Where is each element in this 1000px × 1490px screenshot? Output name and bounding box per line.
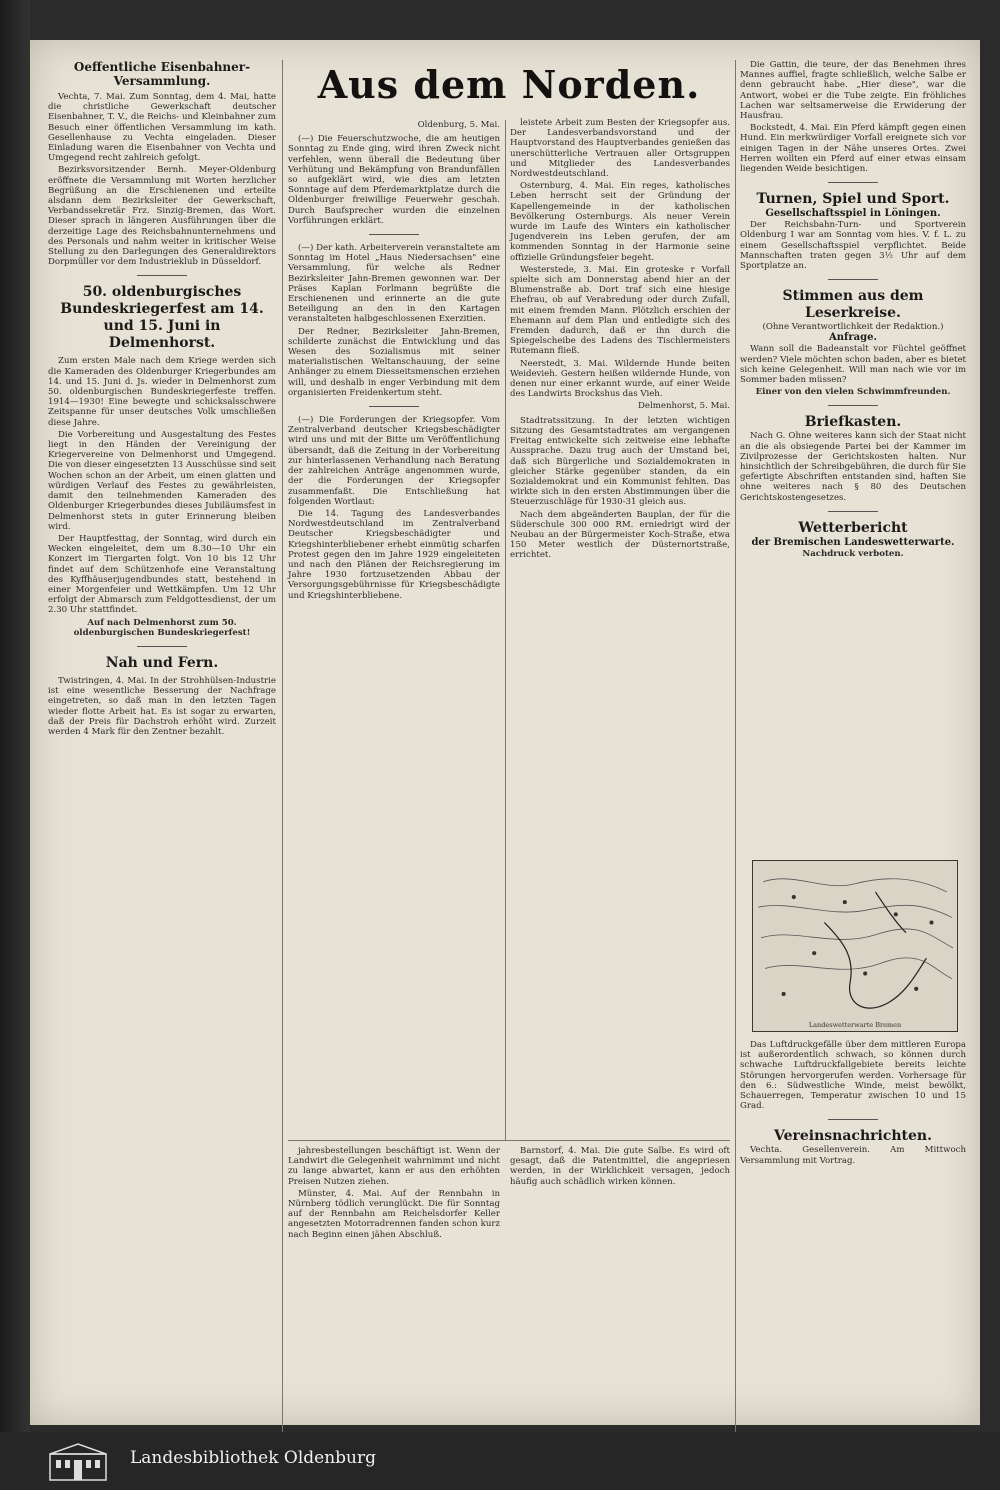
- scan-edge: [0, 0, 30, 1490]
- section-heading: Vereinsnachrichten.: [774, 1128, 932, 1145]
- article-paragraph: Der Hauptfesttag, der Sonntag, wird durch ein Wecken eingeleitet, dem um 8.30—10 Uhr ein Konzert im Tiergarten folgt. Von 10 bis 12 Uhr findet auf dem Schützenhofe eine Veranstaltung des Kyffhäuserjugendbundes statt, bestehend in einer Morgenfeier und Wettkämpfen. Um 12 Uhr erfolgt der Abmarsch zum Feldgottesdienst, der um 2.30 Uhr stattfindet.: [48, 533, 276, 616]
- section-heading: Turnen, Spiel und Sport.: [756, 191, 950, 208]
- divider: [137, 275, 187, 276]
- article-paragraph: jahresbestellungen beschäftigt ist. Wenn der Landwirt die Gelegenheit wahrnimmt und nicht zu lange abwartet, kann er aus den erhöhten Preisen Nutzen ziehen.: [288, 1146, 500, 1187]
- divider: [137, 646, 187, 647]
- column-3: [510, 118, 730, 563]
- article-paragraph: Nach dem abgeänderten Bauplan, der für die Süderschule 300 000 RM. erniedrigt wird der Neubau an der Bürgermeister Koch-Straße, etwa 150 Meter westlich der Düsternortstraße, errichtet.: [510, 509, 730, 561]
- article-paragraph: Westerstede, 3. Mai. Ein groteske r Vorfall spielte sich am Donnerstag abend hier an der Blumenstraße ab. Dort traf sich eine hiesige Ehefrau, ob auf Verabredung oder durch Zufall, mit einem fremden Mann. Plötzlich erschien der Ehemann auf dem Plan und entledigte sich des Fremden dadurch, daß er ihn durch die Spiegelscheibe des Ladens des Tischlermeisters Rutemann fließ.: [510, 264, 730, 357]
- section-subheading: Anfrage.: [829, 332, 877, 344]
- article-paragraph: Bockstedt, 4. Mai. Ein Pferd kämpft gegen einen Hund. Ein merkwürdiger Vorfall ereignete sich vor einigen Tagen in der Nähe unseres Ortes. Zwei Herren wollten ein Pferd auf einer etwas einsam liegenden Weide besichtigen.: [740, 123, 966, 175]
- article-paragraph: Nach G. Ohne weiteres kann sich der Staat nicht an die als obsiegende Partei bei der Kammer im Zivilprozesse der Gerichtskosten halten. Nur hinsichtlich der Schreibgebühren, die durch für Sie gefertigte Abschriften entstanden sind, haften Sie ohne weiteres nach § 80 des Deutschen Gerichtskostengesetzes.: [740, 431, 966, 503]
- article-paragraph: Münster, 4. Mai. Auf der Rennbahn in Nürnberg tödlich verunglückt. Die für Sonntag auf der Rennbahn am Reichelsdorfer Keller angesetzten Motorradrennen fanden schon kurz nach Beginn einen jähen Abschluß.: [288, 1188, 500, 1240]
- signature: Einer von den vielen Schwimmfreunden.: [755, 387, 951, 398]
- section-heading: Stimmen aus dem Leserkreise.: [782, 288, 924, 322]
- article-paragraph: Zum ersten Male nach dem Kriege werden sich die Kameraden des Oldenburger Kriegerbundes am 14. und 15. Juni d. Js. wieder in Delmenhorst zum 50. oldenburgischen Bundeskriegerfeste treffen. 1914—1930! Eine bewegte und schicksalsschwere Zeitspanne für unser deutsches Volk umschließen diese Jahre.: [48, 356, 276, 428]
- article-paragraph: Twistringen, 4. Mai. In der Strohhülsen-Industrie ist eine wesentliche Besserung der Nachfrage eingetreten, so daß man in den letzten Tagen wieder flotte Arbeit hat. Es ist sogar zu erwarten, daß der Preis für Dachstroh erhöht wird. Zurzeit werden 4 Mark für den Zentner bezahlt.: [48, 675, 276, 737]
- section-subheading: Gesellschaftsspiel in Löningen.: [765, 208, 941, 220]
- article-paragraph: (—) Der kath. Arbeiterverein veranstaltete am Sonntag im Hotel „Haus Niedersachsen" eine Versammlung, für welche als Redner Bezirksleiter Jahn-Bremen gewonnen war. Der Präses Kaplan Forlmann begrüßte die Erschienenen und erinnerte an die gute Beteiligung an den in den Kartagen veranstalteten halbgeschlossenen Exerzitien.: [288, 243, 500, 325]
- article-paragraph: Vechta, 7. Mai. Zum Sonntag, dem 4. Mai, hatte die christliche Gewerkschaft deutscher Eisenbahner, T. V., die Reichs- und Kleinbahner zum Besuch einer öffentlichen Versammlung im kath. Gesellenhause zu Vechta eingeladen. Dieser Einladung waren die Eisenbahner von Vechta und Umgegend recht zahlreich gefolgt.: [48, 92, 276, 164]
- column-4: [740, 60, 966, 559]
- dateline: Delmenhorst, 5. Mai.: [638, 401, 730, 412]
- article-heading: Oeffentliche Eisenbahner-Versammlung.: [73, 60, 251, 88]
- column-rule: [735, 60, 736, 1440]
- column-2: [288, 118, 500, 603]
- article-paragraph: Neerstedt, 3. Mai. Wildernde Hunde beiten Weidevieh. Gestern heißen wildernde Hunde, von denen nur einer erkannt wurde, auf einer Weide des Landwirts Brockshus das Vieh.: [510, 358, 730, 400]
- column-1: [48, 60, 276, 739]
- column-4-lower: [740, 1040, 966, 1168]
- column-rule: [282, 60, 283, 1440]
- article-paragraph: Der Redner, Bezirksleiter Jahn-Bremen, schilderte zunächst die Entwicklung und das Wesen des Sozialismus mit seiner materialistischen Weltanschauung, der seine Anhänger zu einem Diesseitsmenschen erziehen will, und deshalb in enger Verbindung mit dem organisierten Freidenkertum steht.: [288, 326, 500, 398]
- divider: [828, 182, 878, 183]
- article-paragraph: Wann soll die Badeanstalt vor Füchtel geöffnet werden? Viele möchten schon baden, aber es bietet sich keine Gelegenheit. Will man nach wie vor im Sommer baden müssen?: [740, 344, 966, 386]
- divider: [828, 511, 878, 512]
- article-paragraph: Der Reichsbahn-Turn- und Sportverein Oldenburg I war am Sonntag vom hies. V. f. L. zu einem Gesellschaftsspiel verpflichtet. Beide Mannschaften traten gegen 3½ Uhr auf dem Sportplatze an.: [740, 220, 966, 272]
- article-heading: 50. oldenburgisches Bundeskriegerfest am 14. und 15. Juni in Delmenhorst.: [60, 284, 264, 352]
- article-paragraph: Die Gattin, die teure, der das Benehmen ihres Mannes auffiel, fragte schließlich, welche Salbe er denn gebraucht habe. „Hier diese", war die Antwort, wobei er die Tube zeigte. Ein fröhliches Lachen war seltsamerweise die Erwiderung der Hausfrau.: [740, 60, 966, 122]
- divider: [828, 405, 878, 406]
- column-rule: [505, 120, 506, 1140]
- article-paragraph: Stadtratssitzung. In der letzten wichtigen Sitzung des Gesamtstadtrates am vergangenen Freitag entwickelte sich zeitweise eine lebhafte Aussprache. Dazu trug auch der Umstand bei, daß sich Bürgerliche und Sozialdemokraten in gleicher Stärke gegenüber standen, da ein Sozialdemokrat und ein Kommunist fehlten. Das wirkte sich in den ersten Abstimmungen über die Steuerzuschläge für 1930-31 gleich aus.: [510, 415, 730, 508]
- section-masthead: Aus dem Norden.: [317, 62, 701, 107]
- section-note: (Ohne Verantwortlichkeit der Redaktion.): [762, 322, 944, 333]
- divider: [828, 279, 878, 280]
- divider: [369, 406, 419, 407]
- article-paragraph: Barnstorf, 4. Mai. Die gute Salbe. Es wird oft gesagt, daß die Patentmittel, die angepriesen werden, in der Wirklichkeit versagen, jedoch häufig auch schädlich wirken können.: [510, 1146, 730, 1187]
- section-note: Nachdruck verboten.: [802, 548, 904, 559]
- library-footer: [0, 1432, 1000, 1490]
- weather-map: [752, 860, 958, 1032]
- article-paragraph: Vechta. Gesellenverein. Am Mittwoch Versammlung mit Vortrag.: [740, 1145, 966, 1166]
- bottom-column-b: [510, 1146, 730, 1189]
- article-paragraph: Die 14. Tagung des Landesverbandes Nordwestdeutschland im Zentralverband Deutscher Kriegsbeschädigter und Kriegshinterbliebener erhebt einmütig scharfen Protest gegen den im Jahre 1929 eingeleiteten und nach den Plänen der Reichsregierung im Jahre 1930 fortzusetzenden Abbau der Versorgungsgebührnisse für Kriegsbeschädigte und Kriegshinterbliebene.: [288, 508, 500, 601]
- article-callout: Auf nach Delmenhorst zum 50. oldenburgischen Bundeskriegerfest!: [73, 617, 251, 638]
- article-heading: Nah und Fern.: [105, 654, 219, 671]
- weather-map-caption: Landeswetterwarte Bremen: [808, 1021, 902, 1029]
- article-paragraph: (—) Die Forderungen der Kriegsopfer. Vom Zentralverband deutscher Kriegsbeschädigter wird uns und mit der Bitte um Veröffentlichung übersandt, daß die Zeitung in der Vorbereitung zur hinterlassenen Verhandlung nach Beratung der zahlreichen Anträge angenommen wurde, der die Forderungen der Kriegsopfer zusammenfaßt. Die Entschließung hat folgenden Wortlaut:: [288, 415, 500, 507]
- horizontal-rule: [288, 1140, 730, 1141]
- article-paragraph: (—) Die Feuerschutzwoche, die am heutigen Sonntag zu Ende ging, wird ihren Zweck nicht verfehlen, wenn überall die Bedeutung über Verhütung und Bekämpfung von Brandunfällen so aufgeklärt wird, wie dies am letzten Sonntage auf dem Pferdemarktplatze durch die Oldenburger freiwillige Feuerwehr geschah. Durch Baufsprecher wurden die einzelnen Vorführungen erklärt.: [288, 134, 500, 226]
- section-heading: Wetterbericht: [798, 519, 908, 536]
- bottom-column-a: [288, 1146, 500, 1242]
- divider: [828, 1119, 878, 1120]
- article-paragraph: leistete Arbeit zum Besten der Kriegsopfer aus. Der Landesverbandsvorstand und der Hauptvorstand des Hauptverbandes genießen das unerschütterliche Vertrauen aller Ortsgruppen und Mitglieder des Landesverbandes Nordwestdeutschland.: [510, 118, 730, 180]
- article-paragraph: Die Vorbereitung und Ausgestaltung des Festes liegt in den Händen der Vereinigung der Kriegervereine von Delmenhorst und Umgegend. Die von dieser eingesetzten 13 Ausschüsse sind seit Wochen schon an der Arbeit, um einen glatten und würdigen Verlauf des Festes zu gewährleisten, damit den teilnehmenden Kameraden des Oldenburger Kriegerbundes dieses Jubiläumsfest in Delmenhorst stets in guter Erinnerung bleiben wird.: [48, 429, 276, 532]
- library-name: Landesbibliothek Oldenburg: [130, 1448, 377, 1468]
- section-heading: Briefkasten.: [804, 414, 902, 431]
- dateline: Oldenburg, 5. Mai.: [417, 120, 500, 130]
- article-paragraph: Bezirksvorsitzender Bernh. Meyer-Oldenburg eröffnete die Versammlung mit Worten herzlicher Begrüßung an die Erschienenen und erteilte alsdann dem Bezirksleiter der Gewerkschaft, Verbandssekretär Frz. Sinzig-Bremen, das Wort. Dieser sprach in längeren Ausführungen über die derzeitige Lage des Reichsbahnunternehmens und des Personals und nahm weiter in kritischer Weise Stellung zu den Darlegungen des Generaldirektors Dorpmüller vor dem Industrieklub in Düsseldorf.: [48, 165, 276, 268]
- divider: [369, 234, 419, 235]
- weather-map-graphic: [753, 861, 957, 1031]
- article-paragraph: Osternburg, 4. Mai. Ein reges, katholisches Leben herrscht seit der Gründung der Kapellengemeinde in der katholischen Bevölkerung Osternburgs. Als neuer Verein wurde im Laufe des Winters ein katholischer Jugendverein ins Leben gerufen, der am kommenden Sonntag in der Harmonie seine offizielle Gründungsfeier begeht.: [510, 181, 730, 263]
- section-subheading: der Bremischen Landeswetterwarte.: [751, 536, 955, 548]
- article-paragraph: Das Luftdruckgefälle über dem mittleren Europa ist außerordentlich schwach, so können durch schwache Luftdruckfallgebiete bereits leichte Störungen hervorgerufen werden. Vorhersage für den 6.: Südwestliche Winde, meist bewölkt, Schauerregen, Temperatur zwischen 10 und 15 Grad.: [740, 1040, 966, 1112]
- library-building-icon: [48, 1442, 108, 1482]
